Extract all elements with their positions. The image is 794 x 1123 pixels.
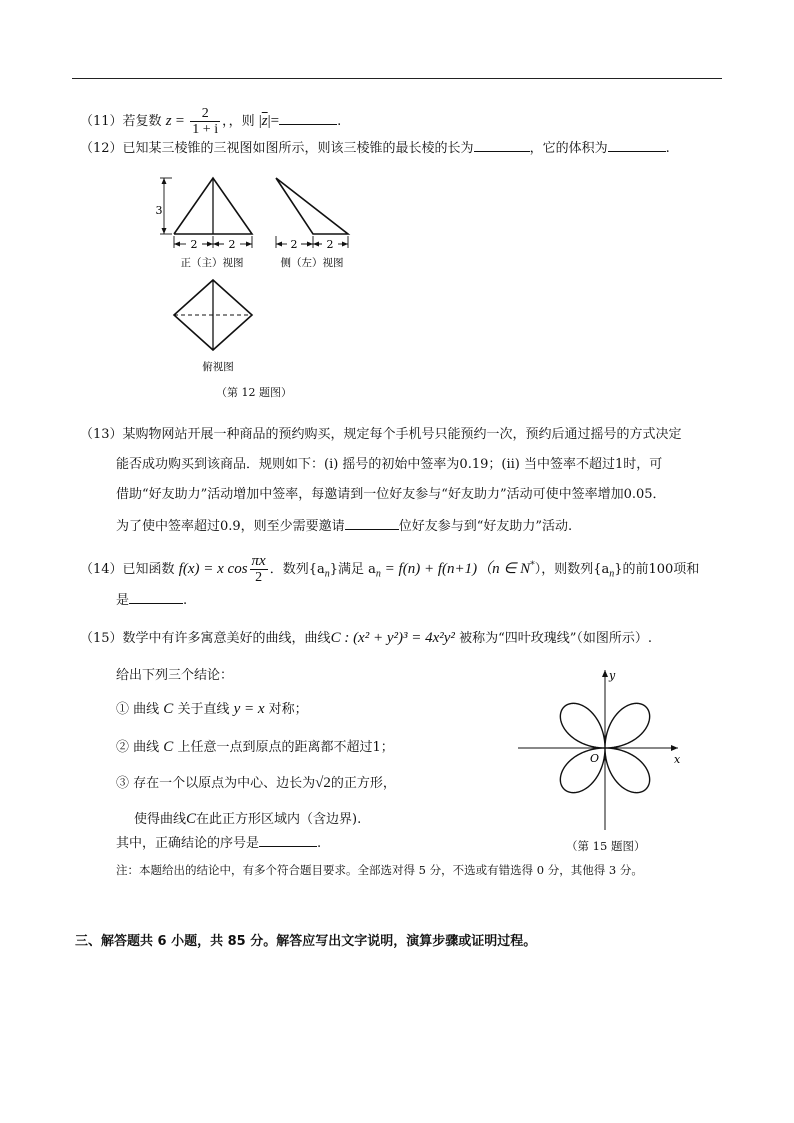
figure-15-four-leaf-rose bbox=[510, 660, 690, 835]
figure-12-caption: （第 12 题图） bbox=[216, 386, 292, 399]
question-13-line-2: 能否成功购买到该商品．规则如下：(ⅰ) 摇号的初始中签率为0.19；(ⅱ) 当中签率不超过1时，可 bbox=[116, 457, 663, 472]
origin-label: O bbox=[590, 752, 600, 765]
question-15-answer: 其中，正确结论的序号是 . bbox=[116, 836, 322, 851]
dim-front-right: 2 bbox=[228, 238, 236, 251]
side-width-dimension bbox=[276, 236, 348, 248]
conclusion-1: ① 曲线 C 关于直线 y = x 对称； bbox=[116, 701, 308, 717]
fraction-pix-over-2: $\frac{\pi x}{2}$ bbox=[251, 553, 266, 585]
front-width-dimension bbox=[174, 236, 252, 248]
side-view-label: 侧（左）视图 bbox=[280, 257, 344, 269]
answer-blank-13[interactable] bbox=[345, 517, 399, 530]
dim-front-left: 2 bbox=[190, 238, 198, 251]
question-12: （12）已知某三棱锥的三视图如图所示，则该三棱锥的最长棱的长为 ，它的体积为 . bbox=[80, 141, 670, 156]
conclusion-2: ② 曲线 C 上任意一点到原点的距离都不超过1； bbox=[116, 739, 394, 755]
x-axis-label: x bbox=[674, 753, 681, 766]
answer-blank-14[interactable] bbox=[129, 591, 183, 604]
answer-blank-11[interactable] bbox=[279, 112, 337, 125]
header-rule bbox=[72, 78, 722, 79]
dim-side-right: 2 bbox=[326, 238, 334, 251]
question-11: （11）若复数 z = $\frac{2}{1 + i}$ ，，则 $|\overline{z}|=$ . bbox=[80, 106, 342, 137]
figure-15-caption: （第 15 题图） bbox=[566, 839, 646, 853]
top-view bbox=[174, 280, 252, 350]
question-13-line-1: （13）某购物网站开展一种商品的预约购买，规定每个手机号只能预约一次，预约后通过摇号的方式决定 bbox=[80, 427, 682, 442]
side-view bbox=[276, 178, 348, 234]
question-15: （15）数学中有许多寓意美好的曲线，曲线C : (x² + y²)³ = 4x²y² 被称为“四叶玫瑰线”（如图所示）. bbox=[80, 630, 652, 646]
question-15-note: 注：本题给出的结论中，有多个符合题目要求。全部选对得 5 分，不选或有错选得 0 分，其他得 3 分。 bbox=[116, 863, 643, 877]
dim-side-left: 2 bbox=[290, 238, 298, 251]
answer-blank-12a[interactable] bbox=[474, 139, 530, 152]
answer-blank-12b[interactable] bbox=[608, 139, 666, 152]
front-view-label: 正（主）视图 bbox=[180, 257, 244, 269]
question-13-line-3: 借助“好友助力”活动增加中签率，每邀请到一位好友参与“好友助力”活动可使中签率增加0.05． bbox=[116, 487, 666, 502]
conclusion-3-cont: 使得曲线C在此正方形区域内（含边界). bbox=[134, 811, 362, 827]
question-14: （14）已知函数 f(x) = x cos $\frac{\pi x}{2}$ ．数列$\{a_n\}$满足 $a_n = f(n) + f(n+1)(n$ ∈ N*），则数列$\{a_n\}$的前100项和 bbox=[80, 553, 700, 585]
question-14-line-2: 是 . bbox=[116, 593, 188, 608]
y-axis-label: y bbox=[609, 669, 616, 682]
question-15-intro: 给出下列三个结论： bbox=[116, 668, 234, 683]
answer-blank-15[interactable] bbox=[259, 834, 317, 847]
section-3-heading: 三、解答题共 6 小题，共 85 分。解答应写出文字说明，演算步骤或证明过程。 bbox=[75, 934, 537, 949]
dim-height-label: 3 bbox=[155, 204, 163, 217]
front-view bbox=[174, 178, 252, 234]
question-13-line-4: 为了使中签率超过0.9，则至少需要邀请 位好友参与到“好友助力”活动. bbox=[116, 519, 573, 534]
conclusion-3: ③ 存在一个以原点为中心、边长为√2的正方形， bbox=[116, 775, 396, 791]
top-view-label: 俯视图 bbox=[202, 361, 234, 373]
figure-12-three-views bbox=[150, 170, 370, 380]
fraction-2-over-1-plus-i: $\frac{2}{1 + i}$ bbox=[192, 106, 219, 137]
